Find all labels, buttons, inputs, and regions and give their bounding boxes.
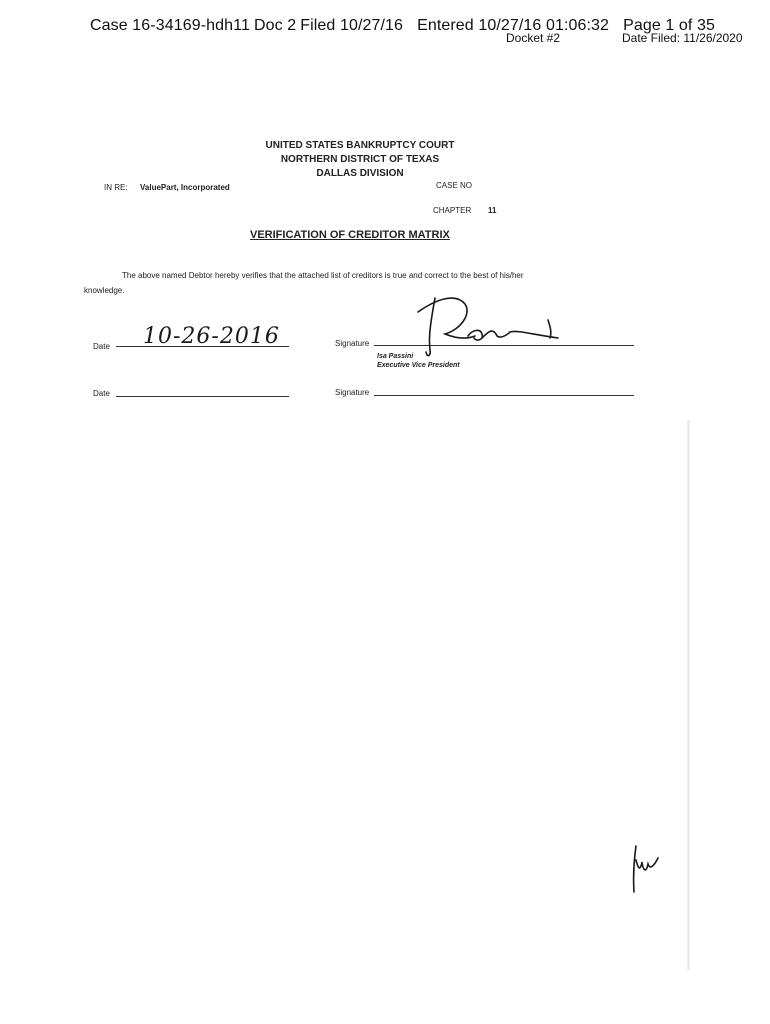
chapter-number: 11 [488,206,497,215]
date-label-1: Date [93,342,110,351]
statement-line-2: knowledge. [84,286,125,295]
date-label-2: Date [93,389,110,398]
court-division: DALLAS DIVISION [316,168,404,179]
stamp-page: Page 1 of 35 [623,17,716,34]
signature-label-1: Signature [335,339,370,348]
date-line-2 [116,396,289,397]
stamp-doc: Doc 2 [253,17,297,34]
handwritten-signature [410,290,560,360]
signer-title: Executive Vice President [377,362,460,369]
signer-name: Isa Passini [377,353,414,360]
handwritten-date: 10-26-2016 [143,324,280,349]
debtor-name: ValuePart, Incorporated [140,183,230,192]
case-no-label: CASE NO [436,181,473,190]
court-heading [200,139,520,181]
date-line-1 [116,346,289,347]
stamp-entered: Entered 10/27/16 01:06:32 [417,17,610,34]
court-name: UNITED STATES BANKRUPTCY COURT [265,140,455,151]
stamp-case: Case 16-34169-hdh11 [90,17,250,34]
stamp-filed: Filed 10/27/16 [300,17,404,34]
document-title: VERIFICATION OF CREDITOR MATRIX [250,229,450,241]
signature-line-2 [374,395,634,396]
in-re-label: IN RE: [104,183,128,192]
signature-label-2: Signature [335,388,370,397]
chapter-label: CHAPTER [433,206,472,215]
docket-number: Docket #2 [506,31,561,45]
statement-line-1: The above named Debtor hereby verifies that the attached list of creditors is true and correct to the best of his/her [122,271,524,280]
scan-page-edge [687,420,690,970]
handwritten-initials [628,840,664,896]
court-district: NORTHERN DISTRICT OF TEXAS [280,154,440,165]
date-filed: Date Filed: 11/26/2020 [622,31,743,45]
